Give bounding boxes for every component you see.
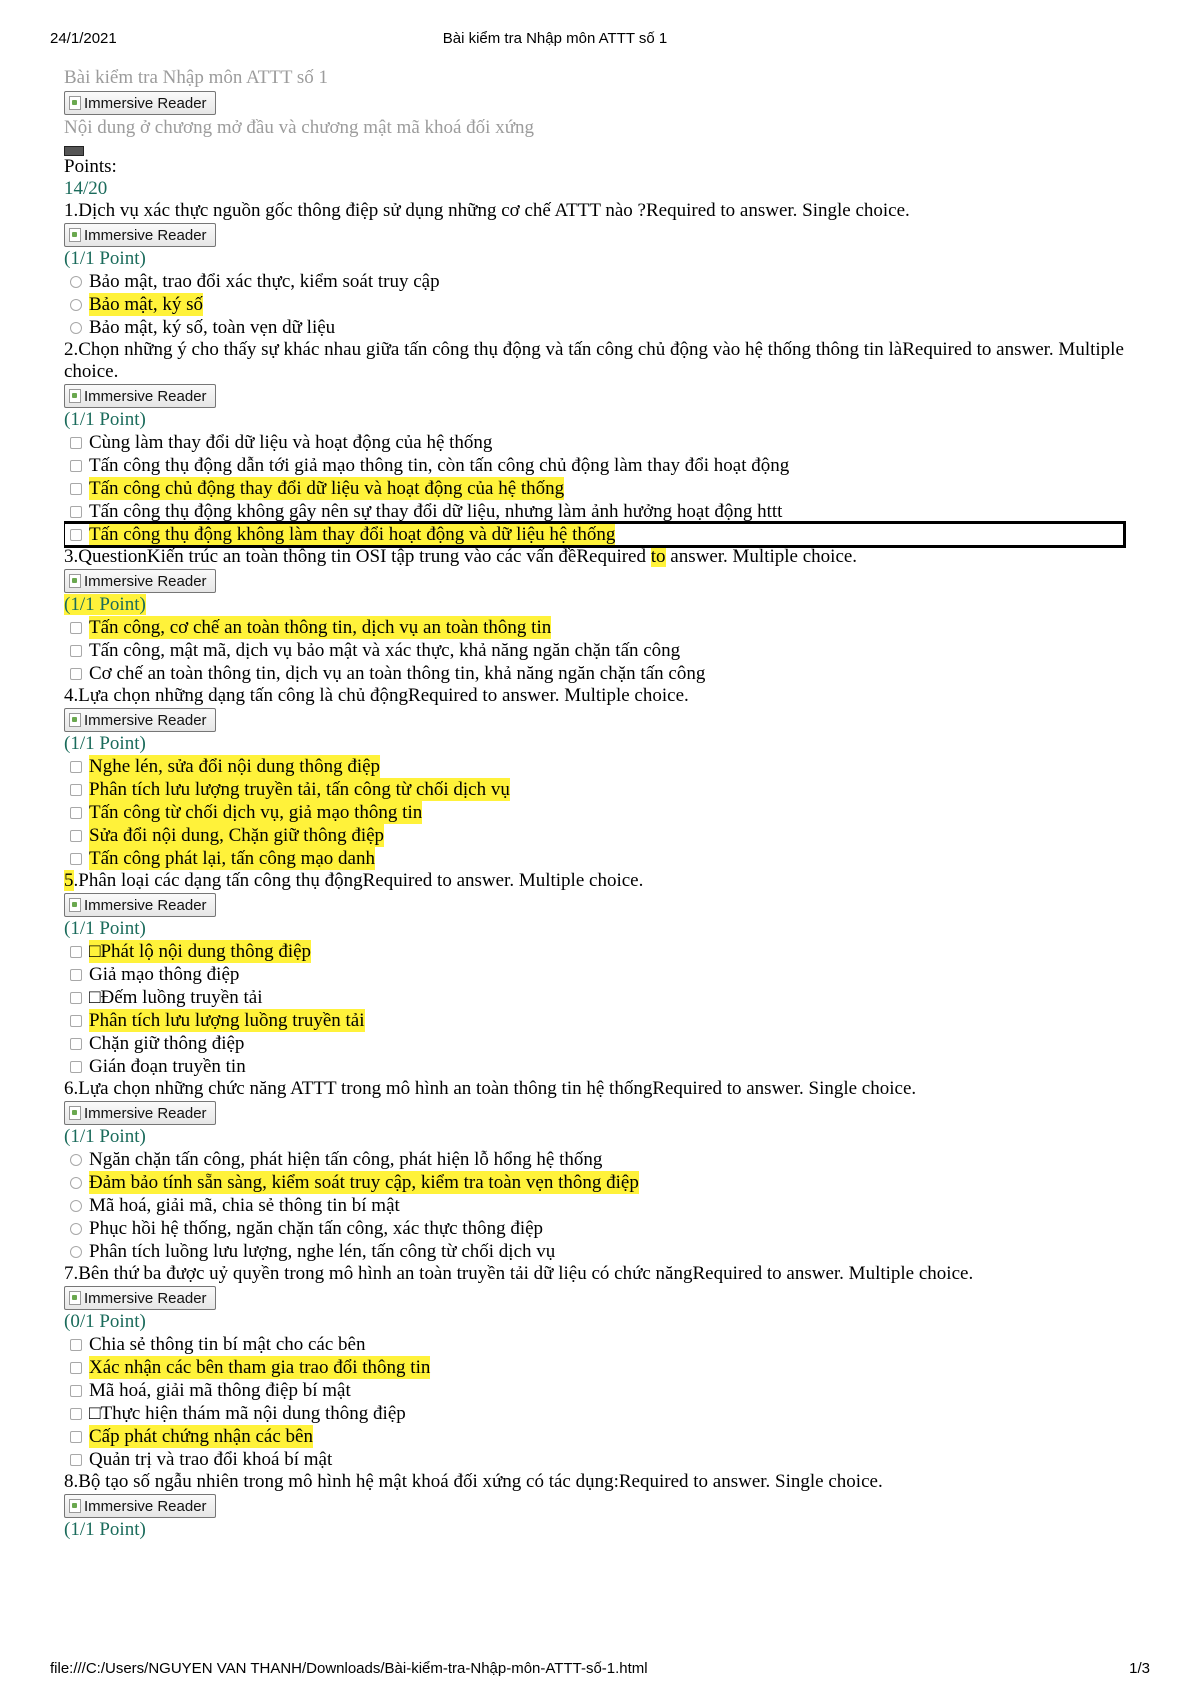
question-points xyxy=(64,248,1136,270)
checkbox[interactable] xyxy=(70,1385,82,1397)
question-text xyxy=(64,870,1136,892)
answer-option-text: Tấn công thụ động không gây nên sự thay đổi dữ liệu, nhưng làm ảnh hưởng hoạt động httt xyxy=(89,501,783,522)
checkbox[interactable] xyxy=(70,784,82,796)
question-block xyxy=(64,339,1136,546)
checkbox[interactable] xyxy=(70,1362,82,1374)
answer-option-label xyxy=(89,639,680,662)
answer-option-label xyxy=(89,801,422,824)
immersive-reader-label: Immersive Reader xyxy=(84,896,207,914)
print-header xyxy=(50,26,1060,50)
answer-option[interactable] xyxy=(64,963,1136,986)
answer-option-text: Quản trị và trao đổi khoá bí mật xyxy=(89,1449,333,1470)
immersive-reader-label: Immersive Reader xyxy=(84,226,207,244)
answer-option-text: Tấn công từ chối dịch vụ, giả mạo thông tin xyxy=(89,802,423,823)
answer-option[interactable] xyxy=(64,1009,1136,1032)
answer-option-label xyxy=(89,1448,332,1471)
immersive-reader-button[interactable] xyxy=(64,708,216,732)
answer-option[interactable] xyxy=(64,986,1136,1009)
answer-option-label xyxy=(89,477,564,500)
print-page-number: 1/3 xyxy=(1129,1660,1150,1677)
answer-option-label xyxy=(89,1009,365,1032)
answer-option-text: Phân tích lưu lượng luồng truyền tải xyxy=(89,1010,365,1031)
answer-option[interactable] xyxy=(64,940,1136,963)
answer-option[interactable] xyxy=(64,270,1136,293)
checkbox[interactable] xyxy=(70,1408,82,1420)
question-text: 1.Dịch vụ xác thực nguồn gốc thông điệp sử dụng những cơ chế ATTT nào ?Required to answer. Single choice. xyxy=(64,200,910,221)
answer-option-text: Nghe lén, sửa đổi nội dung thông điệp xyxy=(89,756,381,777)
answer-option-text: Bảo mật, ký số, toàn vẹn dữ liệu xyxy=(89,317,336,338)
answer-option-label xyxy=(89,1425,313,1448)
collapse-toggle-icon[interactable] xyxy=(64,146,84,156)
question-text: 7.Bên thứ ba được uỷ quyền trong mô hình an toàn truyền tải dữ liệu có chức năngRequired to answer. Multiple choice. xyxy=(64,1263,974,1284)
checkbox[interactable] xyxy=(70,1454,82,1466)
answer-option-text: Phân tích luồng lưu lượng, nghe lén, tấn công từ chối dịch vụ xyxy=(89,1241,556,1262)
question-points-value: (1/1 Point) xyxy=(64,594,146,615)
checkbox[interactable] xyxy=(70,1431,82,1443)
print-footer xyxy=(50,1660,1150,1680)
immersive-reader-label: Immersive Reader xyxy=(84,1289,207,1307)
radio-button[interactable] xyxy=(70,1177,82,1189)
answer-option-text: Cùng làm thay đổi dữ liệu và hoạt động của hệ thống xyxy=(89,432,493,453)
question-reader-row xyxy=(64,1493,1136,1519)
answer-option-text: Mã hoá, giải mã thông điệp bí mật xyxy=(89,1380,351,1401)
immersive-reader-button[interactable] xyxy=(64,1101,216,1125)
answer-option-label xyxy=(89,316,335,339)
immersive-reader-label: Immersive Reader xyxy=(84,1104,207,1122)
immersive-reader-label: Immersive Reader xyxy=(84,711,207,729)
question-text-part: answer. Multiple choice. xyxy=(665,546,858,567)
answer-option-text: Tấn công, cơ chế an toàn thông tin, dịch vụ an toàn thông tin xyxy=(89,617,552,638)
answer-option[interactable] xyxy=(64,1333,1136,1356)
broken-image-icon xyxy=(69,389,81,403)
checkbox[interactable] xyxy=(70,1015,82,1027)
question-reader-row xyxy=(64,568,1136,594)
question-reader-row xyxy=(64,383,1136,409)
checkbox[interactable] xyxy=(70,761,82,773)
answer-option-label xyxy=(89,986,262,1009)
answer-option[interactable] xyxy=(64,1356,1136,1379)
answer-option-text: Bảo mật, trao đổi xác thực, kiểm soát truy cập xyxy=(89,271,440,292)
answer-option-label xyxy=(89,824,384,847)
question-text-part: 3.QuestionKiến trúc an toàn thông tin OSI tập trung vào các vấn đềRequired xyxy=(64,546,651,567)
answer-option[interactable] xyxy=(64,1148,1136,1171)
answer-option[interactable] xyxy=(64,1194,1136,1217)
question-block xyxy=(64,1078,1136,1263)
question-reader-row xyxy=(64,707,1136,733)
points-label: Points: xyxy=(64,156,117,177)
answer-option-label xyxy=(89,293,203,316)
question-points xyxy=(64,733,1136,755)
broken-image-icon xyxy=(69,1106,81,1120)
answer-option[interactable] xyxy=(64,1032,1136,1055)
missing-glyph-icon: □ xyxy=(89,987,101,1008)
question-points-value: (1/1 Point) xyxy=(64,1126,146,1147)
answer-option-text: Cơ chế an toàn thông tin, dịch vụ an toàn thông tin, khả năng ngăn chặn tấn công xyxy=(89,663,706,684)
checkbox[interactable] xyxy=(70,645,82,657)
answer-option[interactable] xyxy=(64,801,1136,824)
answer-option[interactable] xyxy=(64,316,1136,339)
answer-option-text: Tấn công phát lại, tấn công mạo danh xyxy=(89,848,375,869)
answer-option-label xyxy=(89,616,551,639)
answer-option-text: Chia sẻ thông tin bí mật cho các bên xyxy=(89,1334,366,1355)
answer-option-label xyxy=(89,523,615,546)
answer-option-label xyxy=(89,431,492,454)
checkbox[interactable] xyxy=(70,460,82,472)
answer-option-label xyxy=(89,940,311,963)
answer-option-text: Tấn công thụ động không làm thay đổi hoạt động và dữ liệu hệ thống xyxy=(89,524,616,545)
question-reader-row xyxy=(64,222,1136,248)
answer-option-label xyxy=(89,1402,406,1425)
question-reader-row xyxy=(64,1285,1136,1311)
answer-option[interactable] xyxy=(64,1448,1136,1471)
answer-option[interactable] xyxy=(64,500,1136,523)
question-points xyxy=(64,409,1136,431)
answer-option-text: Cấp phát chứng nhận các bên xyxy=(89,1426,313,1447)
checkbox[interactable] xyxy=(70,506,82,518)
broken-image-icon xyxy=(69,898,81,912)
answer-option-label xyxy=(89,778,510,801)
answer-option-label xyxy=(89,454,789,477)
print-url: file:///C:/Users/NGUYEN VAN THANH/Downloads/Bài-kiểm-tra-Nhập-môn-ATTT-số-1.html xyxy=(50,1660,648,1677)
checkbox[interactable] xyxy=(70,946,82,958)
question-points-value: (1/1 Point) xyxy=(64,409,146,430)
immersive-reader-label: Immersive Reader xyxy=(84,387,207,405)
answer-option-label xyxy=(89,1055,246,1078)
immersive-reader-button[interactable] xyxy=(64,1494,216,1518)
answer-option[interactable] xyxy=(64,616,1136,639)
question-text: 8.Bộ tạo số ngẫu nhiên trong mô hình hệ mật khoá đối xứng có tác dụng:Required to answer. Single choice. xyxy=(64,1471,883,1492)
answer-option-label xyxy=(89,1194,400,1217)
answer-option-label xyxy=(89,755,380,778)
radio-button[interactable] xyxy=(70,1154,82,1166)
answer-option[interactable] xyxy=(64,1171,1136,1194)
broken-image-icon xyxy=(69,1291,81,1305)
answer-option-text: Thực hiện thám mã nội dung thông điệp xyxy=(100,1403,406,1424)
checkbox[interactable] xyxy=(70,668,82,680)
immersive-reader-button[interactable] xyxy=(64,223,216,247)
print-date: 24/1/2021 xyxy=(50,30,117,47)
question-text: 6.Lựa chọn những chức năng ATTT trong mô hình an toàn thông tin hệ thốngRequired to answer. Single choice. xyxy=(64,1078,917,1099)
answer-option-text: Xác nhận các bên tham gia trao đổi thông tin xyxy=(89,1357,431,1378)
question-points-value: (1/1 Point) xyxy=(64,733,146,754)
answer-option[interactable] xyxy=(64,639,1136,662)
answer-option[interactable] xyxy=(64,431,1136,454)
immersive-reader-button[interactable] xyxy=(64,893,216,917)
form-description: Nội dung ở chương mở đầu và chương mật mã khoá đối xứng xyxy=(64,117,535,138)
immersive-reader-button[interactable] xyxy=(64,569,216,593)
broken-image-icon xyxy=(69,96,81,110)
form-title-reader-row xyxy=(64,90,1136,116)
answer-option-text: Mã hoá, giải mã, chia sẻ thông tin bí mật xyxy=(89,1195,400,1216)
question-text-part: .Phân loại các dạng tấn công thụ độngRequired to answer. Multiple choice. xyxy=(73,870,644,891)
radio-button[interactable] xyxy=(70,1223,82,1235)
radio-button[interactable] xyxy=(70,276,82,288)
immersive-reader-label: Immersive Reader xyxy=(84,94,207,112)
answer-option-text: Gián đoạn truyền tin xyxy=(89,1056,246,1077)
checkbox[interactable] xyxy=(70,969,82,981)
answer-option-label xyxy=(89,1148,602,1171)
checkbox[interactable] xyxy=(70,992,82,1004)
answer-option[interactable] xyxy=(64,1055,1136,1078)
question-number-highlight: 5 xyxy=(64,870,74,891)
answer-option[interactable] xyxy=(64,1402,1136,1425)
answer-option[interactable] xyxy=(64,1425,1136,1448)
radio-button[interactable] xyxy=(70,322,82,334)
answer-option-label xyxy=(89,963,239,986)
answer-option-text: Bảo mật, ký số xyxy=(89,294,203,315)
answer-option[interactable] xyxy=(64,1217,1136,1240)
immersive-reader-label: Immersive Reader xyxy=(84,1497,207,1515)
broken-image-icon xyxy=(69,228,81,242)
question-text xyxy=(64,546,1136,568)
answer-option-label xyxy=(89,1333,365,1356)
checkbox[interactable] xyxy=(70,529,82,541)
broken-image-icon xyxy=(69,574,81,588)
points-value: 14/20 xyxy=(64,178,108,199)
question-points xyxy=(64,1126,1136,1148)
answer-option[interactable] xyxy=(64,1379,1136,1402)
answer-option[interactable] xyxy=(64,755,1136,778)
question-reader-row xyxy=(64,892,1136,918)
question-reader-row xyxy=(64,1100,1136,1126)
answer-option[interactable] xyxy=(64,1240,1136,1263)
answer-option-label xyxy=(89,500,782,523)
checkbox[interactable] xyxy=(70,830,82,842)
question-points-value: (1/1 Point) xyxy=(64,248,146,269)
checkbox[interactable] xyxy=(70,1061,82,1073)
radio-button[interactable] xyxy=(70,1246,82,1258)
question-block xyxy=(64,1263,1136,1471)
question-text: 4.Lựa chọn những dạng tấn công là chủ độngRequired to answer. Multiple choice. xyxy=(64,685,689,706)
answer-option-text: Ngăn chặn tấn công, phát hiện tấn công, phát hiện lỗ hổng hệ thống xyxy=(89,1149,603,1170)
answer-option-text: Tấn công chủ động thay đổi dữ liệu và hoạt động của hệ thống xyxy=(89,478,565,499)
broken-image-icon xyxy=(69,1499,81,1513)
question-points xyxy=(64,594,1136,616)
answer-option[interactable] xyxy=(64,477,1136,500)
checkbox[interactable] xyxy=(70,437,82,449)
question-points-value: (1/1 Point) xyxy=(64,1519,146,1540)
checkbox[interactable] xyxy=(70,1038,82,1050)
answer-option-text: Phân tích lưu lượng truyền tải, tấn công từ chối dịch vụ xyxy=(89,779,510,800)
question-text-highlight: to xyxy=(650,546,666,567)
form-content xyxy=(64,66,1136,1646)
radio-button[interactable] xyxy=(70,299,82,311)
answer-option-text: Đếm luồng truyền tải xyxy=(100,987,263,1008)
answer-option-text: Giả mạo thông điệp xyxy=(89,964,240,985)
immersive-reader-button[interactable] xyxy=(64,1286,216,1310)
question-block xyxy=(64,1471,1136,1541)
answer-option[interactable] xyxy=(64,824,1136,847)
answer-option-label xyxy=(89,662,705,685)
answer-option[interactable] xyxy=(64,293,1136,316)
radio-button[interactable] xyxy=(70,1200,82,1212)
question-points xyxy=(64,1311,1136,1333)
print-doc-title: Bài kiểm tra Nhập môn ATTT số 1 xyxy=(442,30,668,47)
answer-option-text: Tấn công, mật mã, dịch vụ bảo mật và xác thực, khả năng ngăn chặn tấn công xyxy=(89,640,681,661)
question-block xyxy=(64,546,1136,685)
checkbox[interactable] xyxy=(70,853,82,865)
question-block xyxy=(64,685,1136,870)
immersive-reader-button[interactable] xyxy=(64,91,216,115)
answer-option[interactable] xyxy=(64,454,1136,477)
answer-option[interactable] xyxy=(64,523,1124,546)
question-text: 2.Chọn những ý cho thấy sự khác nhau giữa tấn công thụ động và tấn công chủ động vào hệ thống thông tin làRequired to answer. Multiple choice. xyxy=(64,339,1124,382)
answer-option-label xyxy=(89,1356,430,1379)
question-points-value: (1/1 Point) xyxy=(64,918,146,939)
question-block xyxy=(64,870,1136,1078)
missing-glyph-icon: □ xyxy=(89,941,101,962)
checkbox[interactable] xyxy=(70,807,82,819)
question-points xyxy=(64,918,1136,940)
question-points-value: (0/1 Point) xyxy=(64,1311,146,1332)
form-title: Bài kiểm tra Nhập môn ATTT số 1 xyxy=(64,67,329,88)
answer-option-label xyxy=(89,1171,639,1194)
answer-option-text: Sửa đổi nội dung, Chặn giữ thông điệp xyxy=(89,825,385,846)
answer-option-label xyxy=(89,1217,543,1240)
answer-option-text: Phát lộ nội dung thông điệp xyxy=(100,941,312,962)
answer-option[interactable] xyxy=(64,778,1136,801)
missing-glyph-icon: □ xyxy=(89,1403,101,1424)
immersive-reader-button[interactable] xyxy=(64,384,216,408)
answer-option-text: Phục hồi hệ thống, ngăn chặn tấn công, xác thực thông điệp xyxy=(89,1218,544,1239)
immersive-reader-label: Immersive Reader xyxy=(84,572,207,590)
answer-option-text: Tấn công thụ động dẫn tới giả mạo thông tin, còn tấn công chủ động làm thay đổi hoạt động xyxy=(89,455,790,476)
answer-option-label xyxy=(89,1240,555,1263)
answer-option-label xyxy=(89,270,440,293)
checkbox[interactable] xyxy=(70,622,82,634)
answer-option[interactable] xyxy=(64,847,1136,870)
answer-option-label xyxy=(89,1379,351,1402)
answer-option-text: Đảm bảo tính sẵn sàng, kiểm soát truy cập, kiểm tra toàn vẹn thông điệp xyxy=(89,1172,639,1193)
question-points xyxy=(64,1519,1136,1541)
question-list xyxy=(64,200,1136,1541)
answer-option-label xyxy=(89,847,375,870)
checkbox[interactable] xyxy=(70,1339,82,1351)
question-block xyxy=(64,200,1136,339)
answer-option-text: Chặn giữ thông điệp xyxy=(89,1033,245,1054)
broken-image-icon xyxy=(69,713,81,727)
answer-option[interactable] xyxy=(64,662,1136,685)
answer-option-label xyxy=(89,1032,244,1055)
checkbox[interactable] xyxy=(70,483,82,495)
